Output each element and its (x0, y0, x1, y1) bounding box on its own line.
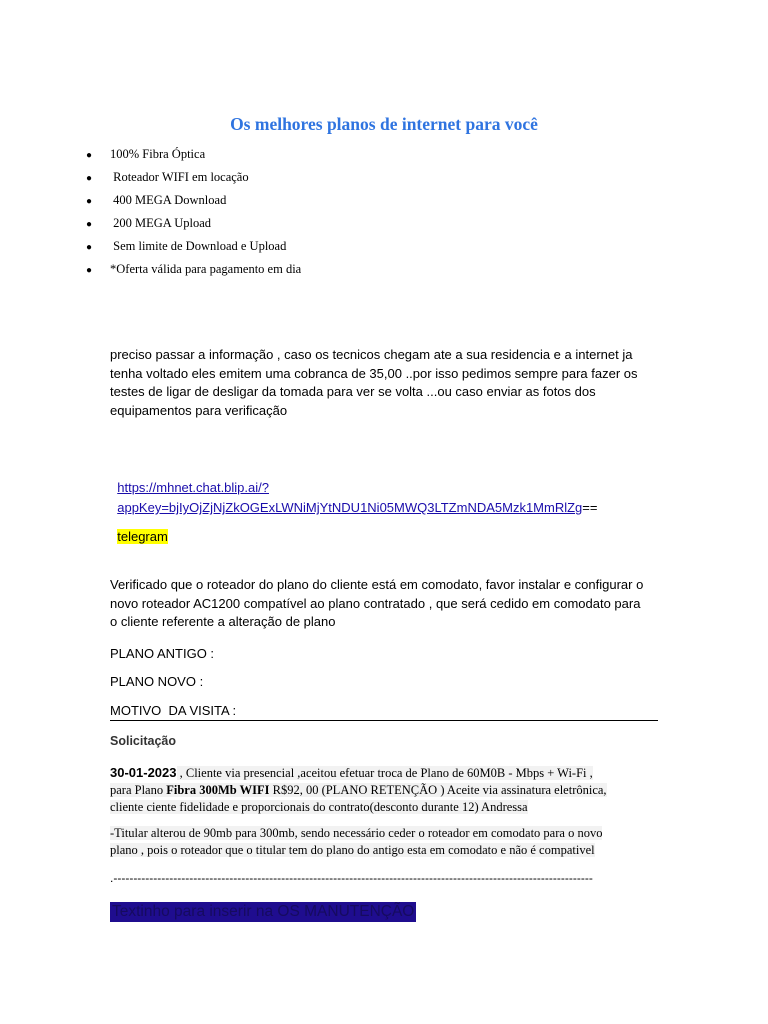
note-line-1 (110, 825, 670, 842)
chat-link-appkey[interactable]: appKey=bjIyOjZjNjZkOGExLWNiMjYtNDU1Ni05MWQ3LTZmNDA5Mzk1MmRlZg (117, 500, 583, 515)
bullet-icon: ● (86, 219, 93, 230)
motivo-label: MOTIVO DA VISITA : (110, 703, 237, 718)
request-date: 30-01-2023 (110, 765, 177, 780)
feature-text: *Oferta válida para pagamento em dia (110, 262, 302, 276)
request-line-3 (110, 799, 670, 816)
feature-text: 400 MEGA Download (110, 193, 227, 207)
telegram-label: telegram (117, 529, 168, 544)
divider (110, 720, 658, 721)
bullet-icon: ● (86, 265, 93, 276)
info-paragraph: preciso passar a informação , caso os tecnicos chegam ate a sua residencia e a internet ja tenha voltado eles emitem uma cobranca de 35,00 ..por isso pedimos sempre para fazer os testes de ligar de desligar da tomada para ver se volta ...ou caso enviar as fotos dos equipamentos para verificação (110, 347, 638, 418)
plano-novo-label: PLANO NOVO : (110, 674, 204, 689)
telegram-line (110, 514, 168, 544)
request-line-2 (110, 782, 670, 799)
textinho-highlight: Textinho para inserir na OS MANUTENÇÃO (112, 903, 415, 920)
request-text-1: , Cliente via presencial ,aceitou efetuar troca de Plano de 60M0B - Mbps + Wi-Fi , (176, 766, 593, 780)
request-text-2b: R$92, 00 (PLANO RETENÇÃO ) Aceite via assinatura eletrônica, (269, 783, 607, 797)
feature-text: 200 MEGA Upload (110, 216, 212, 230)
verified-paragraph: Verificado que o roteador do plano do cliente está em comodato, favor instalar e configurar o novo roteador AC1200 compatível ao plano contratado , que será cedido em comodato para o cliente referente a alteração de plano (110, 577, 644, 629)
bullet-icon: ● (86, 173, 93, 184)
link-suffix: == (582, 500, 598, 515)
plano-antigo-label: PLANO ANTIGO : (110, 646, 215, 661)
feature-text: Roteador WIFI em locação (110, 170, 249, 184)
note-line-2 (110, 842, 670, 859)
bullet-icon: ● (86, 150, 93, 161)
note-text-2: plano , pois o roteador que o titular tem do plano do antigo esta em comodato e não é compativel (110, 843, 595, 857)
dashed-separator: .------------------------------------------------------------------------------------------------------------------------ (110, 871, 593, 885)
page-title: Os melhores planos de internet para você (230, 114, 538, 134)
bullet-icon: ● (86, 196, 93, 207)
note-text-1: -Titular alterou de 90mb para 300mb, sendo necessário ceder o roteador em comodato para o novo (110, 826, 603, 840)
request-block (110, 764, 670, 816)
request-text-3: cliente ciente fidelidade e proporcionais do contrato(desconto durante 12) Andressa (110, 800, 528, 814)
feature-text: 100% Fibra Óptica (110, 147, 206, 161)
feature-text: Sem limite de Download e Upload (110, 239, 287, 253)
note-block (110, 825, 670, 859)
request-plan-name: Fibra 300Mb WIFI (166, 783, 270, 797)
solicitacao-heading: Solicitação (110, 734, 176, 748)
request-text-2a: para Plano (110, 783, 167, 797)
request-line-1 (110, 764, 670, 782)
chat-link[interactable]: https://mhnet.chat.blip.ai/? (117, 480, 269, 495)
chat-link-line2[interactable] (110, 485, 597, 515)
bullet-icon: ● (86, 242, 93, 253)
